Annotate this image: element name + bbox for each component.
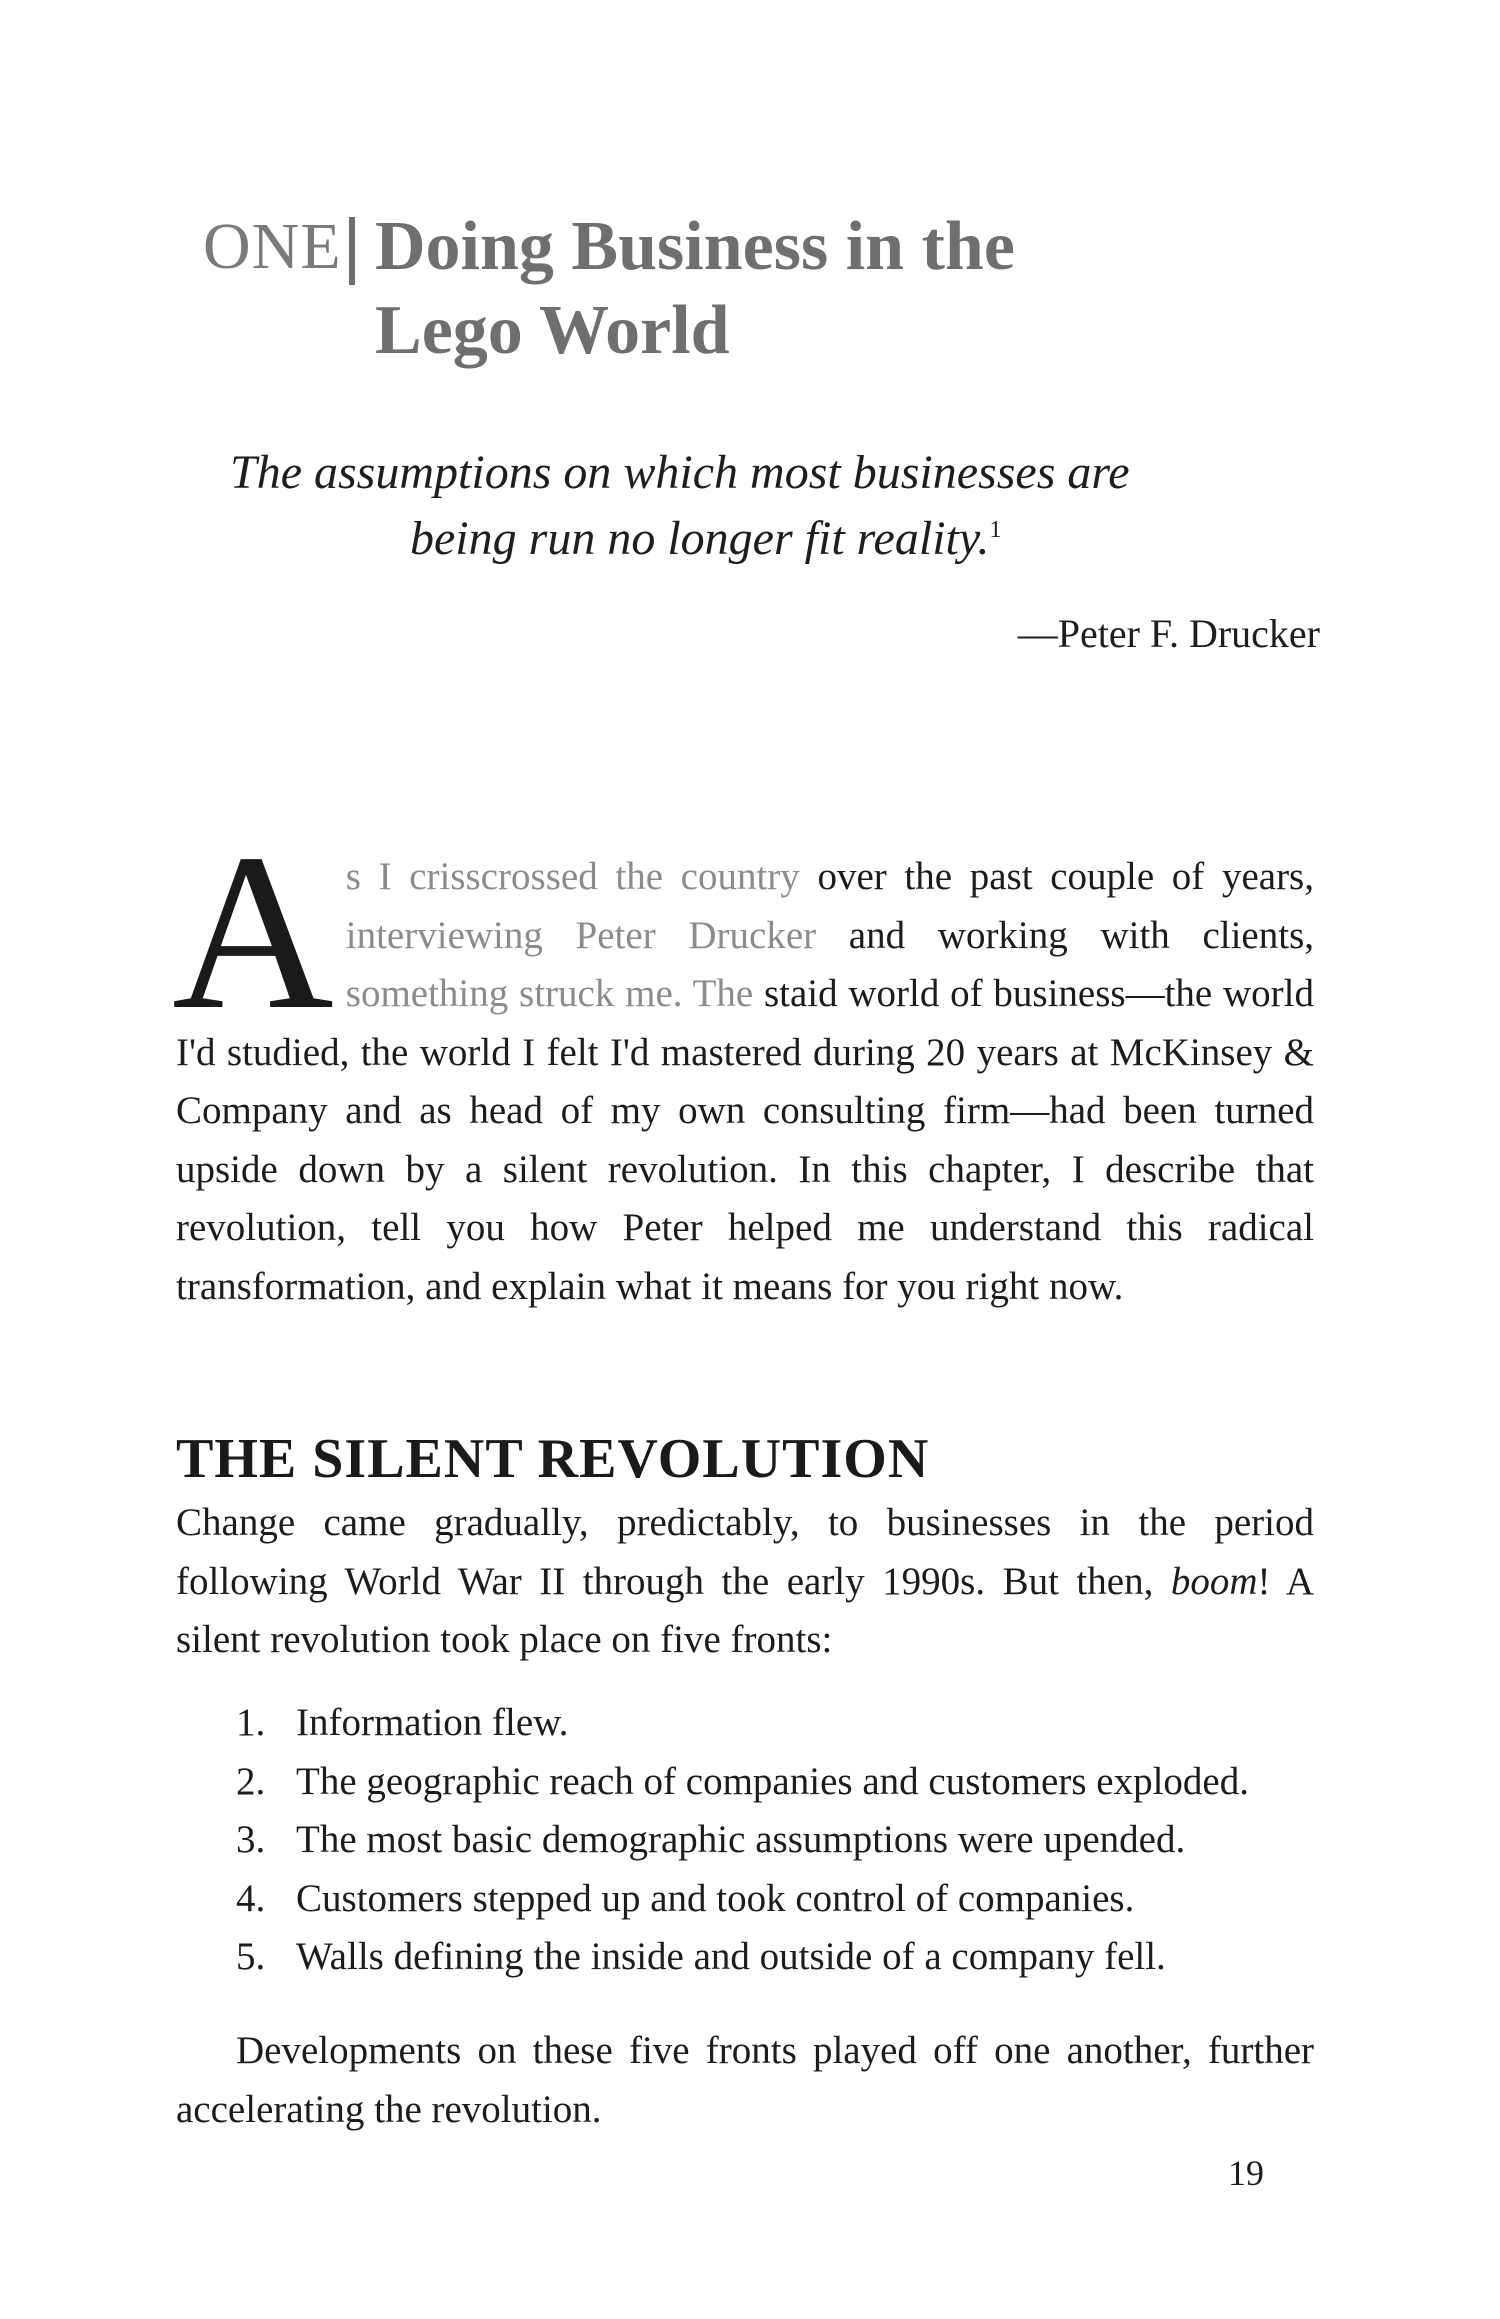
list-item bbox=[236, 1928, 1336, 1987]
page-number: 19 bbox=[1228, 2153, 1264, 2193]
list-item-text: Walls defining the inside and outside of a company fell. bbox=[296, 1935, 1166, 1978]
section-paragraph bbox=[176, 1494, 1314, 1670]
list-item-text: The most basic demographic assumptions were upended. bbox=[296, 1818, 1186, 1861]
chapter-divider bbox=[349, 217, 355, 285]
chapter-number: ONE bbox=[203, 210, 342, 283]
epigraph-attribution: —Peter F. Drucker bbox=[1017, 611, 1320, 656]
footnote-ref: 1 bbox=[989, 517, 1002, 543]
intro-text-1: over the past couple of years, bbox=[799, 855, 1314, 898]
list-item-number: 2. bbox=[236, 1759, 266, 1803]
intro-paragraph bbox=[172, 808, 1314, 1316]
drop-cap: A bbox=[172, 808, 334, 1056]
section-heading: THE SILENT REVOLUTION bbox=[176, 1428, 930, 1490]
intro-faded-lead-1: s I crisscrossed the country bbox=[345, 855, 800, 898]
list-item-number: 5. bbox=[236, 1935, 266, 1978]
epigraph-line-2 bbox=[220, 506, 1320, 572]
closing-paragraph bbox=[176, 2022, 1314, 2139]
section-emphasis: boom bbox=[1170, 1559, 1258, 1603]
chapter-title: Doing Business in the Lego World bbox=[375, 208, 1015, 369]
section-text-after: ! A silent revolution took place on five fronts: bbox=[176, 1559, 1315, 1661]
closing-text: Developments on these five fronts played off one another, further accelerating the revolution. bbox=[176, 2029, 1314, 2131]
list-item bbox=[236, 1753, 1336, 1812]
epigraph-quote bbox=[220, 440, 1320, 572]
epigraph-line-2-text: being run no longer fit reality. bbox=[410, 512, 990, 565]
list-item-text: Customers stepped up and took control of companies. bbox=[296, 1876, 1135, 1920]
list-item bbox=[236, 1870, 1336, 1929]
closing-indent bbox=[176, 2029, 236, 2072]
list-item-number: 3. bbox=[236, 1818, 266, 1861]
list-item bbox=[236, 1694, 1336, 1753]
epigraph-line-1: The assumptions on which most businesses are bbox=[230, 446, 1130, 499]
numbered-list bbox=[236, 1694, 1336, 1987]
list-item-text: Information flew. bbox=[296, 1701, 569, 1744]
list-item-text: The geographic reach of companies and customers exploded. bbox=[296, 1759, 1249, 1803]
intro-text-2: and working with clients, bbox=[816, 913, 1314, 957]
intro-faded-lead-3: something struck me. The bbox=[345, 972, 754, 1015]
list-item bbox=[236, 1811, 1336, 1870]
intro-text-3: staid world of business—the world I'd studied, the world I felt I'd mastered during 20 years at McKinsey & Company and as head of my own consulting firm—had been turned upside down by a silent revolution. In this chapter, I describe that revolution, tell you how Peter helped me understand this radical transformation, and explain what it means for you right now. bbox=[176, 972, 1314, 1308]
list-item-number: 1. bbox=[236, 1701, 266, 1744]
intro-faded-lead-2: interviewing Peter Drucker bbox=[345, 913, 817, 957]
list-item-number: 4. bbox=[236, 1876, 266, 1920]
section-text-before: Change came gradually, predictably, to businesses in the period following World War II through the early 1990s. But then, bbox=[176, 1501, 1314, 1603]
